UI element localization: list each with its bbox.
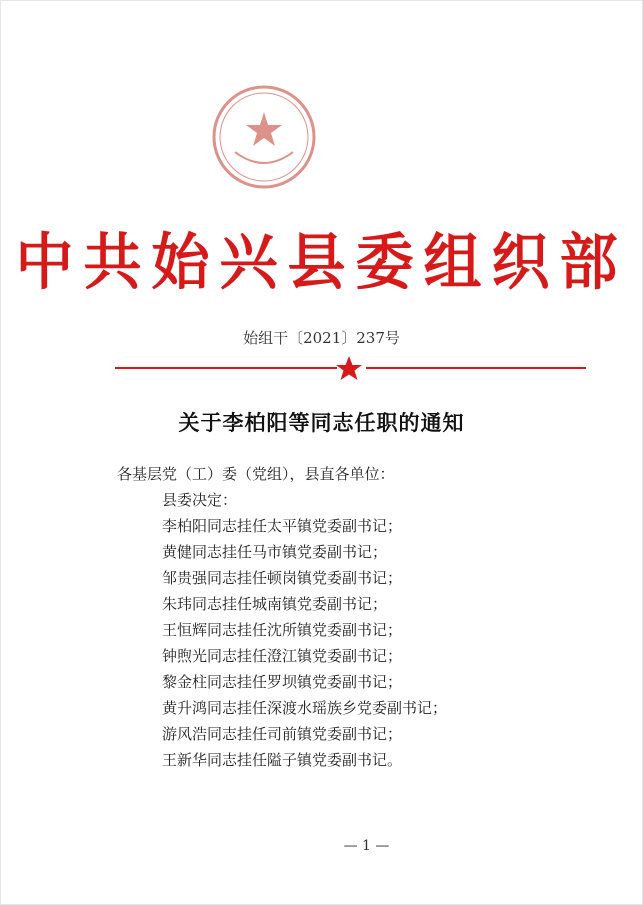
appointment-item: 李柏阳同志挂任太平镇党委副书记；: [162, 517, 403, 535]
page-number: — 1 —: [343, 838, 390, 854]
appointment-item: 朱玮同志挂任城南镇党委副书记；: [162, 595, 388, 613]
red-divider-left: [115, 367, 337, 369]
appointment-item: 游风浩同志挂任司前镇党委副书记；: [162, 725, 403, 743]
appointment-item: 王新华同志挂任隘子镇党委副书记。: [162, 751, 403, 769]
document-title: 关于李柏阳等同志任职的通知: [178, 410, 465, 435]
document-number: 始组干〔2021〕237号: [243, 329, 400, 347]
document-body: [117, 461, 537, 773]
red-star-icon: [334, 355, 364, 381]
salutation: 各基层党（工）委（党组），县直各单位：: [117, 465, 395, 483]
appointment-item: 王恒辉同志挂任沈所镇党委副书记；: [162, 621, 403, 639]
appointment-item: 黄升鸿同志挂任深渡水瑶族乡党委副书记；: [162, 699, 448, 717]
decision-intro: 县委决定：: [162, 491, 238, 509]
appointment-item: 黄健同志挂任马市镇党委副书记；: [162, 543, 388, 561]
appointment-item: 黎金柱同志挂任罗坝镇党委副书记；: [162, 673, 403, 691]
official-seal: [205, 82, 323, 192]
red-divider-right: [366, 367, 586, 369]
appointment-item: 钟煦光同志挂任澄江镇党委副书记；: [162, 647, 403, 665]
issuing-organization-title: 中共始兴县委组织部: [15, 226, 628, 298]
appointment-item: 邹贵强同志挂任顿岗镇党委副书记；: [162, 569, 403, 587]
